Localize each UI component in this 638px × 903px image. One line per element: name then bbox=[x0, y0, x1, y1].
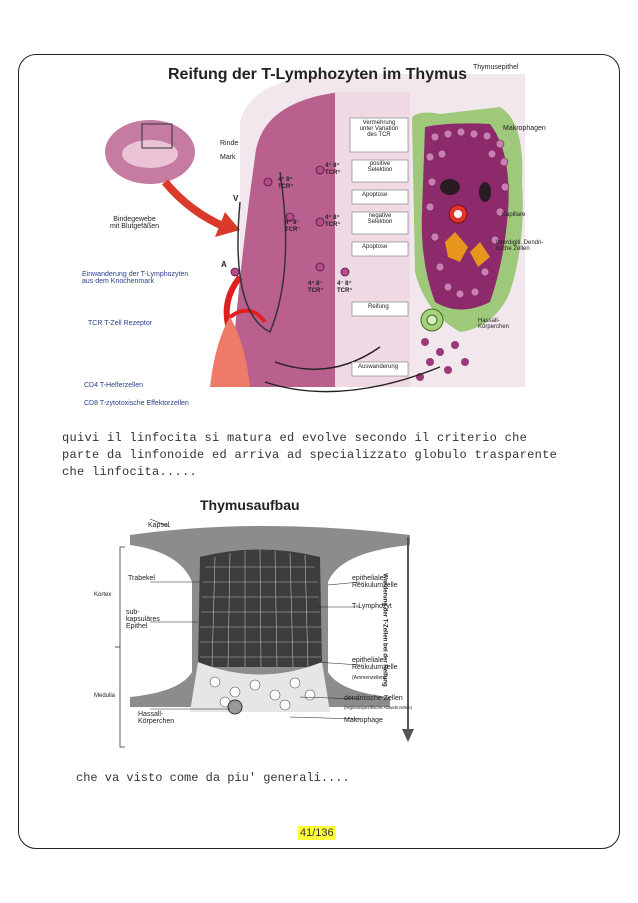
label-epithelial-1: epitheliale Retikulumzelle bbox=[352, 575, 398, 589]
legend-cd8: CD8 T-zytotoxische Effektorzellen bbox=[84, 400, 189, 407]
label-epithelial-2: epitheliale Retikulumzelle bbox=[352, 657, 398, 671]
label-hassall-2: Hassall- Körperchen bbox=[138, 711, 175, 725]
label-apoptose-1: Apoptose bbox=[362, 192, 388, 198]
label-bindegewebe: Bindegewebe mit Blutgefäßen bbox=[110, 216, 160, 230]
thymus-maturation-illustration bbox=[80, 62, 558, 417]
label-mark: Mark bbox=[220, 154, 236, 161]
label-vermehrung: Vermehrung unter Variation des TCR bbox=[359, 120, 399, 138]
label-tcr-1: 4⁺ 8⁺ TCR⁺ bbox=[278, 177, 294, 190]
label-tcr-6: 4⁻ 8⁺ TCR⁺ bbox=[337, 281, 353, 294]
thymus-maturation-figure bbox=[80, 62, 558, 417]
legend-einwanderung: Einwanderung der T-Lymphozyten aus dem Knochenmark bbox=[82, 271, 189, 285]
label-regions: (regionsspezifische Abwehrzellen) bbox=[344, 705, 413, 710]
label-makrophagen: Makrophagen bbox=[503, 125, 546, 132]
paragraph-2: che va visto come da piu' generali.... bbox=[76, 771, 350, 785]
thymusaufbau-title: Thymusaufbau bbox=[200, 497, 300, 513]
label-positive: positive Selektion bbox=[367, 161, 393, 173]
label-tcr-4: 4⁺ 8⁺ TCR⁺ bbox=[325, 215, 341, 228]
label-trabekel: Trabekel bbox=[128, 575, 155, 582]
label-thymusepithel: Thymusepithel bbox=[473, 64, 519, 71]
label-letter-v: V bbox=[233, 194, 239, 203]
label-dendritische: dendritische Zellen bbox=[344, 695, 403, 702]
page-number: 41/136 bbox=[300, 827, 334, 839]
label-tlymph: T-Lymphozyt bbox=[352, 603, 392, 610]
legend-tcr: TCR T-Zell Rezeptor bbox=[88, 320, 153, 327]
label-tcr-3: 4⁺ 8⁻ TCR⁻ bbox=[285, 220, 301, 233]
label-medulla: Medulla bbox=[94, 693, 116, 699]
label-tcr-2: 4⁺ 8⁺ TCR⁺ bbox=[325, 163, 341, 176]
label-ammen: (Ammenzellen) bbox=[352, 675, 386, 681]
label-auswanderung: Auswanderung bbox=[358, 364, 399, 370]
label-wanderung: Wanderung der T-Zellen bei der Reifung bbox=[381, 573, 388, 687]
thymusaufbau-figure bbox=[90, 497, 440, 752]
label-tcr-5: 4⁺ 8⁻ TCR⁺ bbox=[308, 281, 324, 294]
label-kapsel: Kapsel bbox=[148, 522, 170, 529]
label-rinde: Rinde bbox=[220, 140, 239, 147]
paragraph-1: quivi il linfocita si matura ed evolve secondo il criterio che parte da linfonoide ed arriva ad specializzato globulo trasparente che linfocita..... bbox=[62, 431, 558, 479]
label-interdigiti: Interdigiti. Dendri- tische Zellen bbox=[496, 240, 544, 252]
label-kapillare: Kapillare bbox=[502, 212, 526, 218]
figure-title: Reifung der T-Lymphozyten im Thymus bbox=[168, 66, 467, 83]
label-reifung: Reifung bbox=[368, 304, 389, 310]
label-hassall: Hassall- Körperchen bbox=[478, 318, 510, 330]
label-kortex: Kortex bbox=[94, 592, 112, 598]
label-negative: negative Selektion bbox=[367, 213, 393, 225]
label-subkapsulaeres: sub- kapsuläres Epithel bbox=[126, 609, 160, 630]
label-makrophage: Makrophage bbox=[344, 717, 383, 724]
label-letter-a: A bbox=[221, 260, 227, 269]
label-apoptose-2: Apoptose bbox=[362, 244, 388, 250]
legend-cd4: CD4 T-Helferzellen bbox=[84, 382, 144, 389]
